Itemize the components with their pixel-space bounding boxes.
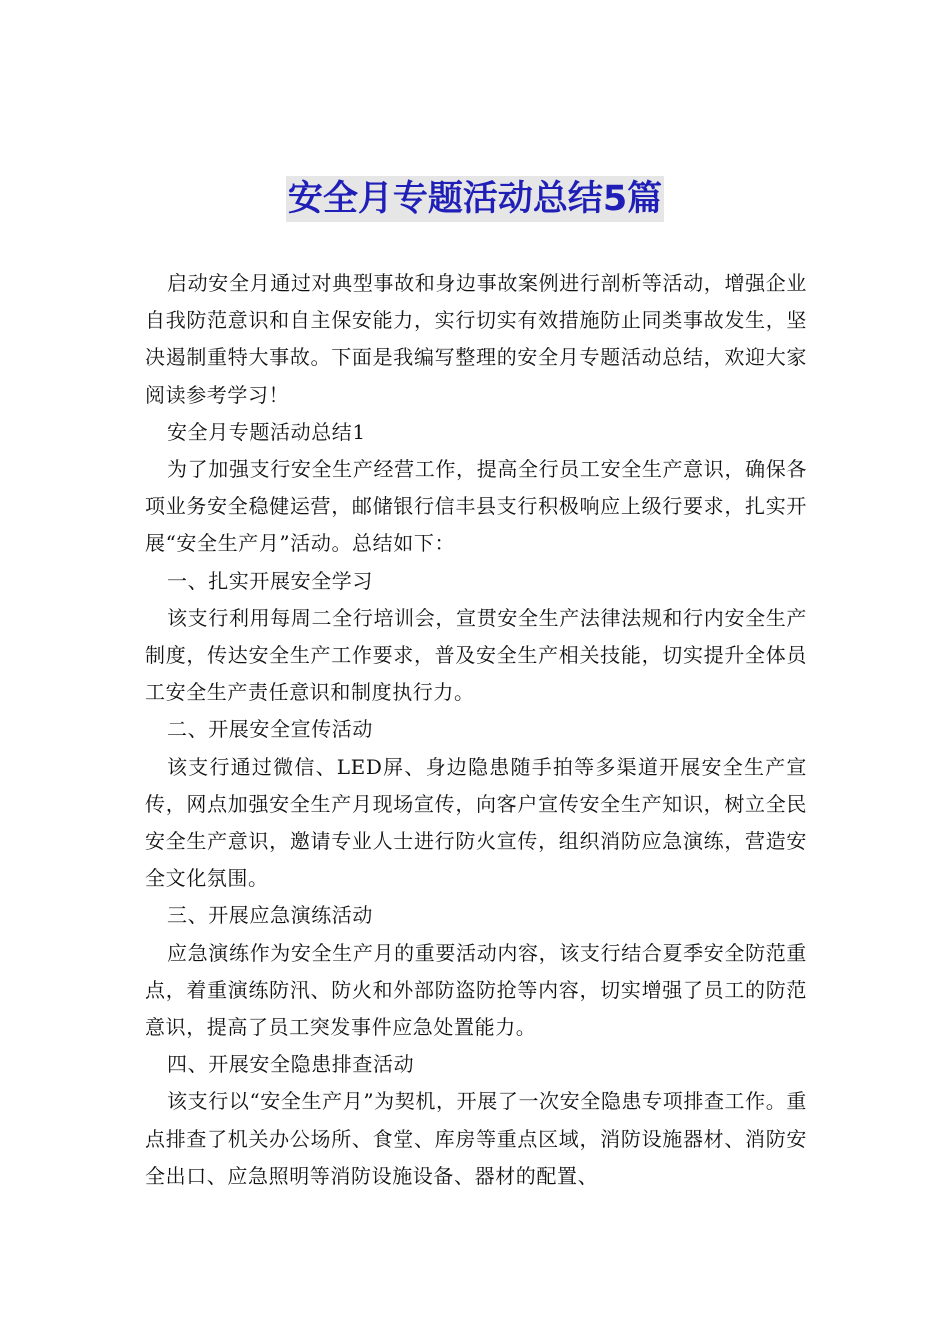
section-heading-inspection: 四、开展安全隐患排查活动 [167,1052,415,1077]
body-paragraph: 该支行通过微信、LED屏、身边隐患随手拍等多渠道开展安全生产宣传，网点加强安全生产月现场宣传，向客户宣传安全生产知识，树立全民安全生产意识，邀请专业人士进行防火宣传，组织消防应急演练，营造安全文化氛围。 [145,754,807,891]
section-heading-summary-1: 安全月专题活动总结1 [167,419,366,444]
body-paragraph: 该支行利用每周二全行培训会，宣贯安全生产法律法规和行内安全生产制度，传达安全生产工作要求，普及安全生产相关技能，切实提升全体员工安全生产责任意识和制度执行力。 [145,605,807,705]
intro-paragraph: 启动安全月通过对典型事故和身边事故案例进行剖析等活动，增强企业自我防范意识和自主保安能力，实行切实有效措施防止同类事故发生，坚决遏制重特大事故。下面是我编写整理的安全月专题活动总结，欢迎大家阅读参考学习！ [145,271,807,407]
body-paragraph: 该支行以“安全生产月”为契机，开展了一次安全隐患专项排查工作。重点排查了机关办公场所、食堂、库房等重点区域，消防设施器材、消防安全出口、应急照明等消防设施设备、器材的配置、 [145,1089,807,1188]
section-heading-publicity: 二、开展安全宣传活动 [167,717,373,742]
body-paragraph: 应急演练作为安全生产月的重要活动内容，该支行结合夏季安全防范重点，着重演练防汛、防火和外部防盗防抢等内容，切实增强了员工的防范意识，提高了员工突发事件应急处置能力。 [145,940,807,1040]
section-heading-drill: 三、开展应急演练活动 [167,903,373,928]
document-title: 安全月专题活动总结5篇 [286,176,664,222]
section-heading-study: 一、扎实开展安全学习 [167,568,373,593]
title-container [0,176,950,222]
body-paragraph: 为了加强支行安全生产经营工作，提高全行员工安全生产意识，确保各项业务安全稳健运营，邮储银行信丰县支行积极响应上级行要求，扎实开展“安全生产月”活动。总结如下： [145,457,807,556]
document-body [145,265,807,1195]
